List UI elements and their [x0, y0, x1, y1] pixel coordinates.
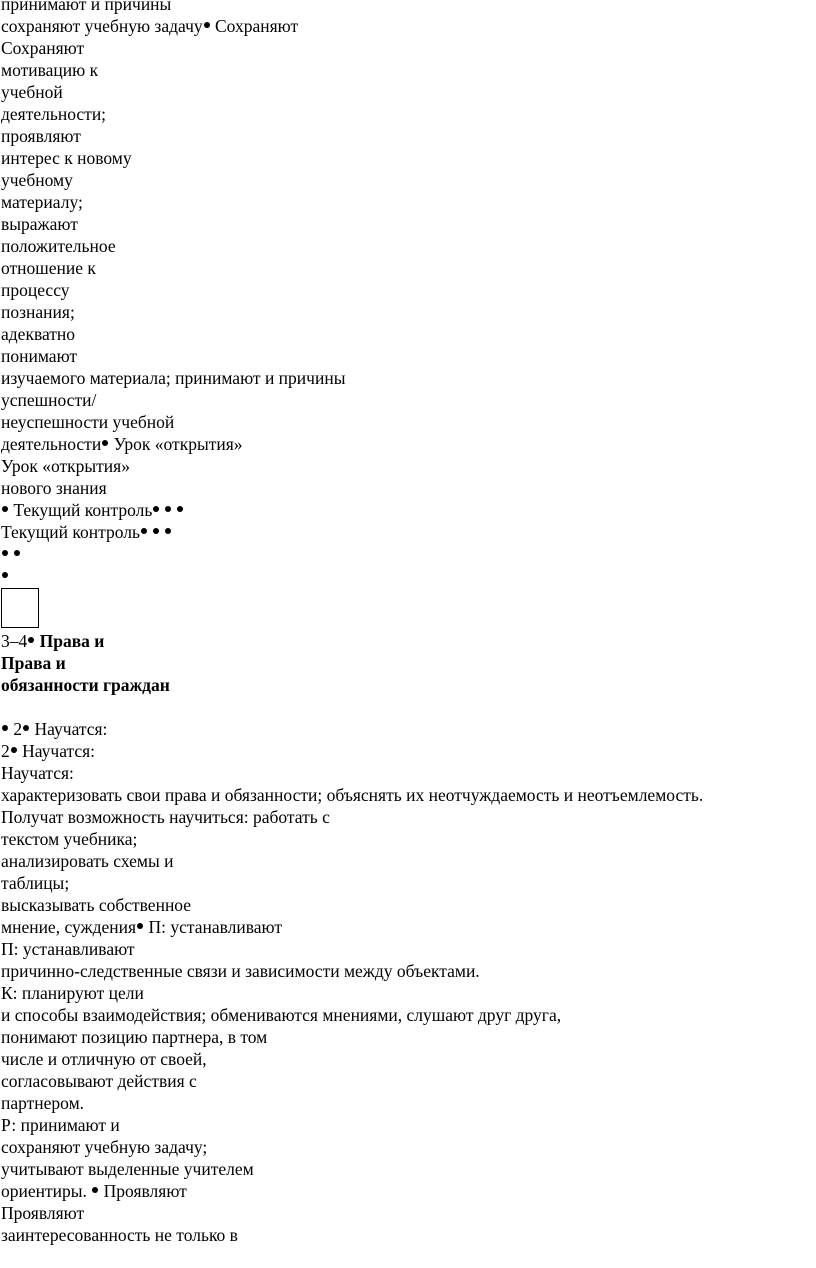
bullet-icon	[137, 923, 143, 929]
text-line	[0, 916, 816, 938]
text-line	[0, 1180, 816, 1202]
text-line: К: планируют цели	[1, 983, 144, 1003]
bullet-icon	[92, 1187, 98, 1193]
bullet-icon	[153, 506, 159, 512]
text-fragment: 3–4	[1, 631, 28, 651]
text-line: процессу	[1, 280, 70, 300]
text-line: отношение к	[1, 258, 96, 278]
text-line: успешности/	[1, 390, 97, 410]
lesson-title: Права и	[1, 653, 66, 673]
text-line	[0, 718, 816, 740]
bullet-icon	[177, 506, 183, 512]
bullet-icon	[102, 440, 108, 446]
text-fragment: мнение, суждения	[1, 917, 137, 937]
text-line: числе и отличную от своей,	[1, 1049, 207, 1069]
text-line: причинно-следственные связи и зависимости между объектами.	[1, 961, 480, 981]
bullet-icon	[165, 506, 171, 512]
text-line: нового знания	[1, 478, 107, 498]
bullet-icon	[14, 550, 20, 556]
empty-table-cell	[1, 588, 39, 628]
text-line: характеризовать свои права и обязанности; объяснять их неотчуждаемость и неотъемлемость.	[1, 785, 704, 805]
bullet-icon	[153, 528, 159, 534]
text-line: принимают и причины	[1, 0, 172, 14]
bullet-icon	[28, 637, 34, 643]
bullet-icon	[165, 528, 171, 534]
blank-line	[0, 696, 816, 718]
bullet-icon	[11, 747, 17, 753]
text-fragment: Текущий контроль	[1, 522, 140, 542]
text-fragment: Проявляют	[103, 1181, 187, 1201]
text-line: деятельности;	[1, 104, 107, 124]
text-line: П: устанавливают	[1, 939, 135, 959]
text-fragment: Научатся:	[22, 741, 96, 761]
text-line: положительное	[1, 236, 116, 256]
text-fragment: деятельности	[1, 434, 102, 454]
text-line: выражают	[1, 214, 78, 234]
text-line: понимают позицию партнера, в том	[1, 1027, 268, 1047]
text-line: учебному	[1, 170, 73, 190]
text-line: Получат возможность научиться: работать с	[1, 807, 330, 827]
text-fragment: 2	[1, 741, 10, 761]
text-fragment: Текущий контроль	[13, 500, 153, 520]
text-line	[0, 630, 816, 652]
text-line: Проявляют	[1, 1203, 85, 1223]
bullet-icon	[2, 550, 8, 556]
text-line: мотивацию к	[1, 60, 99, 80]
text-line: Р: принимают и	[1, 1115, 120, 1135]
text-fragment: Урок «открытия»	[113, 434, 243, 454]
text-line	[0, 433, 816, 455]
text-line: интерес к новому	[1, 148, 132, 168]
text-line: проявляют	[1, 126, 81, 146]
text-line: неуспешности учебной	[1, 412, 175, 432]
text-line: и способы взаимодействия; обмениваются мнениями, слушают друг друга,	[1, 1005, 562, 1025]
text-line: таблицы;	[1, 873, 70, 893]
text-line	[0, 499, 816, 521]
bullet-icon	[2, 572, 8, 578]
text-fragment: сохраняют учебную задачу	[1, 16, 203, 36]
text-line: сохраняют учебную задачу;	[1, 1137, 208, 1157]
bullet-icon	[141, 528, 147, 534]
bullet-icon	[23, 725, 29, 731]
text-line	[0, 15, 816, 37]
text-fragment: Сохраняют	[215, 16, 299, 36]
text-line: анализировать схемы и	[1, 851, 174, 871]
text-fragment: 2	[13, 719, 23, 739]
text-line: текстом учебника;	[1, 829, 138, 849]
text-line: партнером.	[1, 1093, 85, 1113]
empty-cell-row	[0, 587, 816, 630]
lesson-title-fragment: Права и	[39, 631, 105, 651]
text-fragment: Научатся:	[34, 719, 108, 739]
bullet-line	[0, 565, 816, 587]
text-line: Научатся:	[1, 763, 74, 783]
text-line: адекватно	[1, 324, 76, 344]
text-line: Сохраняют	[1, 38, 85, 58]
text-line	[0, 740, 816, 762]
text-line: учебной	[1, 82, 63, 102]
text-line: понимают	[1, 346, 78, 366]
text-line: согласовывают действия с	[1, 1071, 197, 1091]
text-line: высказывать собственное	[1, 895, 192, 915]
bullet-line	[0, 543, 816, 565]
text-fragment: П: устанавливают	[148, 917, 283, 937]
text-line: изучаемого материала; принимают и причины	[1, 368, 346, 388]
bullet-icon	[204, 22, 210, 28]
text-line: материалу;	[1, 192, 83, 212]
bullet-icon	[2, 506, 8, 512]
text-line: Урок «открытия»	[1, 456, 130, 476]
text-fragment: ориентиры.	[1, 1181, 87, 1201]
text-line: познания;	[1, 302, 75, 322]
bullet-icon	[2, 725, 8, 731]
text-line: учитывают выделенные учителем	[1, 1159, 254, 1179]
text-line: заинтересованность не только в	[1, 1225, 238, 1245]
lesson-title: обязанности граждан	[1, 675, 170, 695]
text-line	[0, 521, 816, 543]
